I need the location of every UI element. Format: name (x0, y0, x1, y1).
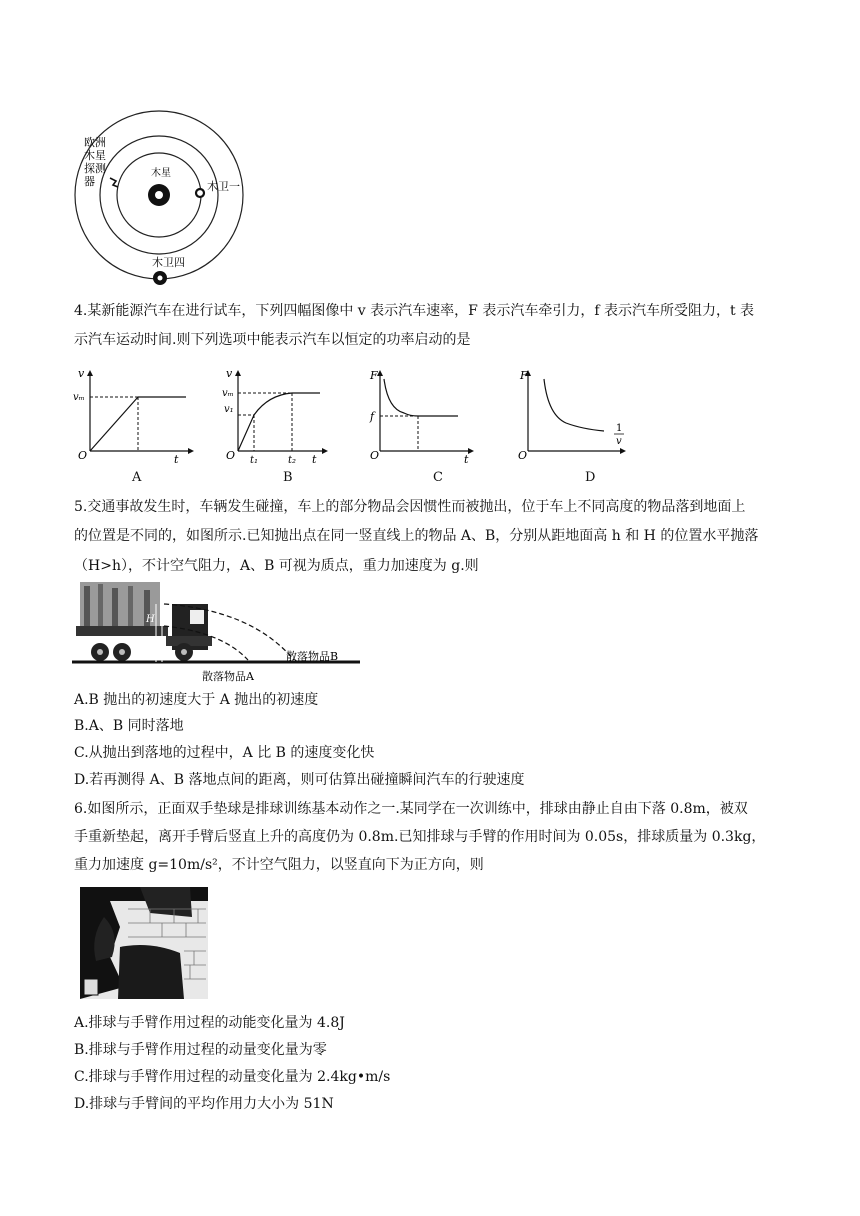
q4-stem-line1: 4.某新能源汽车在进行试车，下列四幅图像中 v 表示汽车速率，F 表示汽车牵引力，f 表示汽车所受阻力，t 表 (74, 303, 755, 319)
q5-option-b: B.A、B 同时落地 (74, 718, 184, 734)
truck-fig-label-b: 散落物品B (286, 650, 339, 663)
q6-option-d: D.排球与手臂间的平均作用力大小为 51N (74, 1096, 334, 1112)
graph-b-x-label: t (312, 453, 317, 465)
q6-stem-line1: 6.如图所示，正面双手垫球是排球训练基本动作之一.某同学在一次训练中，排球由静止自由下落 0.8m，被双 (74, 801, 748, 817)
graph-a-y-label: v (78, 367, 85, 380)
moon1-label: 木卫一 (207, 180, 240, 193)
q5-option-a: A.B 抛出的初速度大于 A 抛出的初速度 (74, 692, 319, 708)
q4-graph-a (70, 365, 200, 465)
q4-graph-c-caption: C (433, 470, 443, 485)
graph-c-origin: O (370, 449, 380, 462)
q4-graph-d-caption: D (585, 470, 596, 485)
q4-graph-b (220, 365, 335, 465)
graph-c-x-label: t (464, 453, 469, 465)
probe-label-2: 木星 (84, 149, 106, 162)
graph-a-origin: O (78, 449, 88, 462)
q4-graph-d (514, 365, 634, 465)
moon1-marker (196, 189, 204, 197)
graph-b-v1-label: v₁ (224, 404, 234, 415)
moon4-label: 木卫四 (152, 256, 185, 269)
q5-stem-line1: 5.交通事故发生时，车辆发生碰撞，车上的部分物品会因惯性而被抛出，位于车上不同高度的物品落到地面上 (74, 499, 746, 515)
jupiter-label: 木星 (151, 168, 171, 179)
truck-fig-h-label: h (164, 614, 171, 625)
graph-c-y-label: F (370, 369, 378, 382)
q6-option-b: B.排球与手臂作用过程的动量变化量为零 (74, 1042, 327, 1058)
truck-figure (72, 580, 362, 688)
truck-fig-H-label: H (146, 614, 155, 625)
q4-graph-a-caption: A (132, 470, 142, 485)
probe-label-3: 探测 (84, 162, 106, 175)
graph-c-f-label: f (370, 410, 375, 423)
graph-d-x-numerator: 1 (616, 423, 623, 434)
q6-option-a: A.排球与手臂作用过程的动能变化量为 4.8J (74, 1015, 345, 1031)
probe-label-4: 器 (84, 175, 95, 188)
graph-b-origin: O (226, 449, 236, 462)
q6-stem-line3: 重力加速度 g=10m/s²，不计空气阻力，以竖直向下为正方向，则 (74, 857, 484, 873)
q6-stem-line2: 手重新垫起，离开手臂后竖直上升的高度仍为 0.8m.已知排球与手臂的作用时间为 0.05s，排球质量为 0.3kg， (74, 829, 766, 845)
q5-stem-line2: 的位置是不同的，如图所示.已知抛出点在同一竖直线上的物品 A、B，分别从距地面高 h 和 H 的位置水平抛落 (74, 528, 759, 544)
graph-d-x-denominator: v (616, 436, 622, 447)
q4-graph-b-caption: B (283, 470, 293, 485)
graph-a-x-label: t (174, 453, 179, 465)
graph-a-vm-label: vₘ (73, 392, 85, 403)
graph-d-origin: O (518, 449, 528, 462)
q4-stem-line2: 示汽车运动时间.则下列选项中能表示汽车以恒定的功率启动的是 (74, 332, 471, 348)
graph-d-y-label: F (520, 369, 528, 382)
volleyball-photo (80, 887, 208, 999)
jupiter-orbit-figure (72, 100, 272, 290)
graph-b-vm-label: vₘ (222, 388, 234, 399)
probe-label-1: 欧洲 (84, 136, 106, 149)
graph-b-y-label: v (226, 367, 233, 380)
q6-option-c: C.排球与手臂作用过程的动量变化量为 2.4kg•m/s (74, 1069, 391, 1085)
q4-graph-c (366, 365, 481, 465)
graph-b-t2-label: t₂ (288, 455, 297, 465)
graph-b-t1-label: t₁ (250, 455, 259, 465)
probe-icon (110, 178, 118, 187)
q5-option-d: D.若再测得 A、B 落地点间的距离，则可估算出碰撞瞬间汽车的行驶速度 (74, 772, 525, 788)
truck-fig-label-a: 散落物品A (202, 670, 254, 683)
q5-stem-line3: （H>h），不计空气阻力，A、B 可视为质点，重力加速度为 g.则 (74, 558, 479, 574)
q5-option-c: C.从抛出到落地的过程中，A 比 B 的速度变化快 (74, 745, 375, 761)
